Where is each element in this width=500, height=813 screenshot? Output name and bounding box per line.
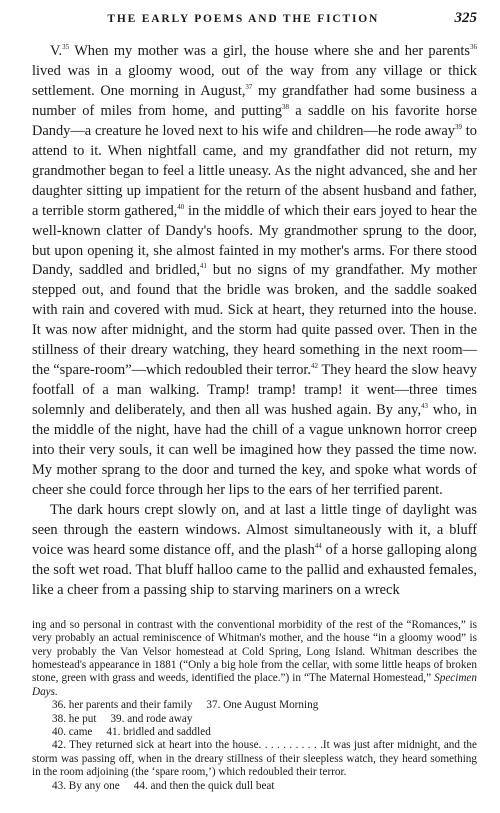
footnote-ref: 36	[470, 43, 477, 52]
footnote-ref: 43	[421, 402, 429, 411]
note-36: 36. her parents and their family	[52, 699, 193, 712]
note-43: 43. By any one	[52, 779, 120, 792]
footnote-ref: 35	[62, 43, 70, 52]
note-42: 42. They returned sick at heart into the house. . . . . . . . . . .It was just after midnight, and the storm was passing off, when in the dreary stillness of their sleepless watch, they heard something in the room adjoining (the ‘spare room,’) which redoubled their terror.	[32, 739, 477, 779]
note-continuation: ing and so personal in contrast with the conventional morbidity of the rest of the “Romances,” is very probably an actual reminiscence of Whitman's mother, and the house “in a gloomy wood” is very probably the Van Velsor homestead at Cold Spring, Long Island. Whitman describes the homestead's appearance in 1881 (“Only a big hole from the cellar, with some little heaps of broken stone, green with grass and weeds, identified the place.”) in “The Maternal Homestead,” Specimen Days.	[32, 618, 477, 698]
main-text	[32, 42, 477, 601]
note-37: 37. One August Morning	[206, 699, 319, 712]
paragraph: V.$^{35}$ When my mother was a girl, the house where she and her parents$^{36}$ lived was in a gloomy wood, out of the way from any village or thick settlement. One morning in August,$^{37}$ my grandfather had some business a number of miles from home, and putting$^{38}$ a saddle on his favorite horse Dandy—a creature he loved next to his wife and children—he rode away$^{39}$ to attend to it. When nightfall came, and my grandfather did not return, my grandmother began to feel a little uneasy. As the night advanced, she and her daughter sitting up impatient for the return of the absent husband and father, a terrible storm gathered,$^{40}$ in the middle of which their ears joyed to hear the well-known clatter of Dandy's hoofs. My grandmother sprung to the door, but upon opening it, she almost fainted in my mother's arms. For there stood Dandy, saddled and bridled,$^{41}$ but no signs of my grandfather. My mother stepped out, and found that the bridle was broken, and the saddle soaked with rain and covered with mud. Sick at heart, they returned into the house. It was now after midnight, and the storm had quite passed over. Then in the stillness of their dreary watching, they heard something in the next room—the “spare-room”—which redoubled their terror.$^{42}$ They heard the slow heavy footfall of a man walking. Tramp! tramp! tramp! it went—three times solemnly and deliberately, and then all was hushed again. By any,$^{43}$ who, in the middle of the night, have had the chill of a vague unknown horror creep into their very souls, it can well be imagined how they passed the time now. My mother sprang to the door and turned the key, and spoke what words of cheer she could force through her lips to the ears of her terrified parent.	[32, 43, 477, 498]
footnote-ref: 37	[245, 83, 253, 92]
note-row	[32, 780, 477, 793]
running-title: THE EARLY POEMS AND THE FICTION	[107, 13, 380, 25]
note-44: 44. and then the quick dull beat	[133, 779, 275, 792]
footnote-ref: 41	[199, 262, 207, 271]
footnote-ref: 40	[177, 202, 185, 211]
note-38: 38. he put	[52, 712, 97, 725]
page-number: 325	[454, 10, 477, 26]
note-row	[32, 713, 477, 726]
footnote-ref: 38	[281, 103, 289, 112]
note-39: 39. and rode away	[110, 712, 193, 725]
footnote-ref: 39	[455, 123, 462, 132]
note-41: 41. bridled and saddled	[106, 725, 211, 738]
note-40: 40. came	[52, 725, 93, 738]
editorial-notes	[32, 619, 477, 793]
footnote-ref: 42	[311, 362, 318, 371]
paragraph: The dark hours crept slowly on, and at last a little tinge of daylight was seen through the eastern windows. Almost simultaneously with it, a bluff voice was heard some distance off, and the plash$^{44}$ of a horse galloping along the soft wet road. That bluff halloo came to the pallid and exhausted females, like a cheer from a passing ship to starving mariners on a wreck	[32, 501, 477, 598]
note-row	[32, 726, 477, 739]
note-row	[32, 699, 477, 712]
footnote-ref: 44	[314, 542, 322, 551]
italic-title: Specimen Days.	[32, 672, 477, 698]
page-header	[32, 10, 477, 38]
